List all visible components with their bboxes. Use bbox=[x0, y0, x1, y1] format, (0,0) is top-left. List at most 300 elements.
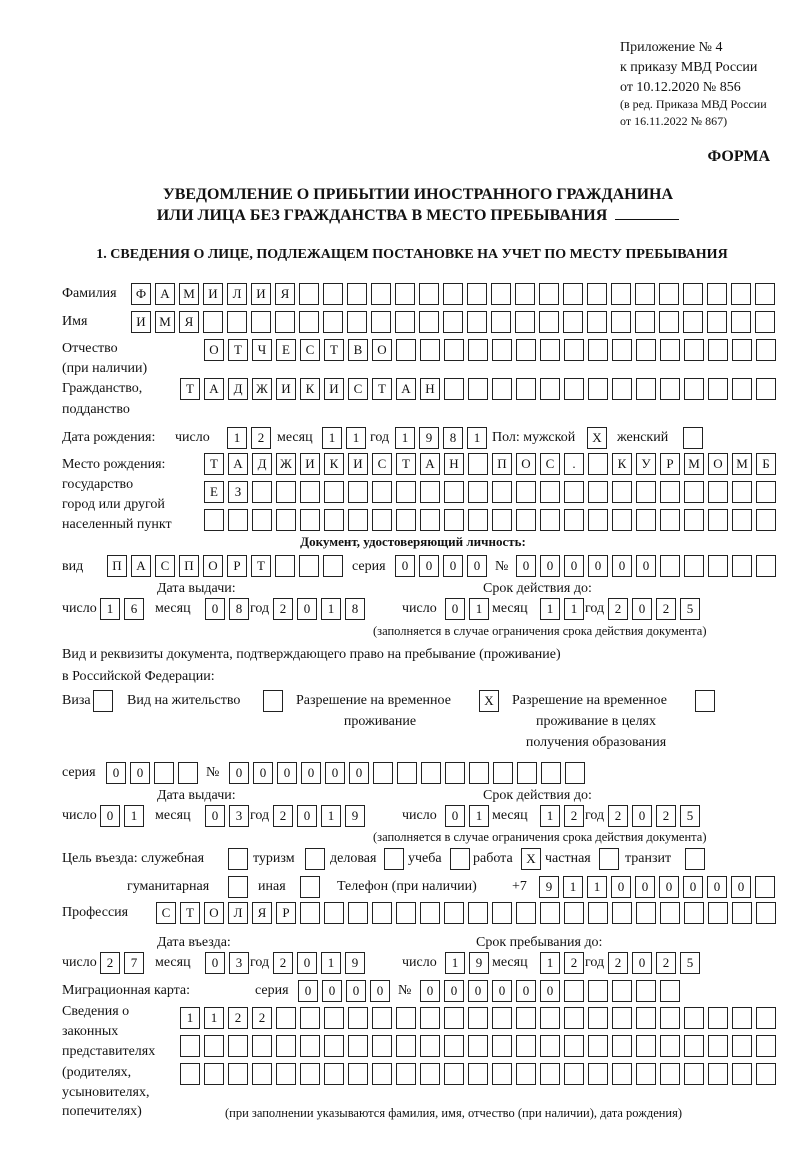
char-cell[interactable] bbox=[395, 311, 415, 333]
char-cell[interactable]: 0 bbox=[707, 876, 727, 898]
char-cell[interactable] bbox=[660, 1035, 680, 1057]
char-cell[interactable] bbox=[491, 283, 511, 305]
char-cell[interactable] bbox=[708, 1035, 728, 1057]
char-cell[interactable]: С bbox=[156, 902, 176, 924]
char-cell[interactable]: 2 bbox=[273, 952, 293, 974]
char-cell[interactable] bbox=[300, 1007, 320, 1029]
char-cell[interactable] bbox=[492, 1063, 512, 1085]
char-cell[interactable]: А bbox=[228, 453, 248, 475]
char-cell[interactable] bbox=[419, 311, 439, 333]
char-cell[interactable] bbox=[539, 311, 559, 333]
char-cell[interactable]: 1 bbox=[469, 805, 489, 827]
char-cell[interactable]: С bbox=[348, 378, 368, 400]
char-cell[interactable]: 9 bbox=[469, 952, 489, 974]
char-cell[interactable] bbox=[564, 339, 584, 361]
char-cell[interactable] bbox=[491, 311, 511, 333]
char-cell[interactable] bbox=[540, 378, 560, 400]
char-cell[interactable] bbox=[516, 339, 536, 361]
char-cell[interactable] bbox=[323, 555, 343, 577]
char-cell[interactable] bbox=[469, 762, 489, 784]
char-cell[interactable] bbox=[515, 283, 535, 305]
char-cell[interactable]: 2 bbox=[100, 952, 120, 974]
char-cell[interactable] bbox=[263, 690, 283, 712]
char-cell[interactable] bbox=[756, 339, 776, 361]
char-cell[interactable]: У bbox=[636, 453, 656, 475]
char-cell[interactable]: 0 bbox=[635, 876, 655, 898]
char-cell[interactable] bbox=[299, 283, 319, 305]
char-cell[interactable] bbox=[683, 427, 703, 449]
char-cell[interactable]: 0 bbox=[253, 762, 273, 784]
char-cell[interactable] bbox=[587, 283, 607, 305]
char-cell[interactable] bbox=[756, 555, 776, 577]
char-cell[interactable]: 0 bbox=[445, 598, 465, 620]
char-cell[interactable] bbox=[372, 1035, 392, 1057]
char-cell[interactable] bbox=[516, 509, 536, 531]
char-cell[interactable]: 2 bbox=[608, 952, 628, 974]
char-cell[interactable]: С bbox=[155, 555, 175, 577]
char-cell[interactable] bbox=[372, 1063, 392, 1085]
char-cell[interactable] bbox=[708, 902, 728, 924]
char-cell[interactable]: 0 bbox=[636, 555, 656, 577]
char-cell[interactable] bbox=[563, 311, 583, 333]
char-cell[interactable] bbox=[443, 311, 463, 333]
char-cell[interactable]: Ж bbox=[276, 453, 296, 475]
char-cell[interactable]: О bbox=[203, 555, 223, 577]
char-cell[interactable] bbox=[396, 481, 416, 503]
char-cell[interactable] bbox=[684, 378, 704, 400]
char-cell[interactable] bbox=[384, 848, 404, 870]
char-cell[interactable] bbox=[252, 509, 272, 531]
char-cell[interactable] bbox=[732, 902, 752, 924]
char-cell[interactable] bbox=[299, 555, 319, 577]
char-cell[interactable]: 1 bbox=[587, 876, 607, 898]
char-cell[interactable]: Р bbox=[276, 902, 296, 924]
char-cell[interactable]: Н bbox=[444, 453, 464, 475]
char-cell[interactable]: А bbox=[204, 378, 224, 400]
char-cell[interactable] bbox=[660, 378, 680, 400]
char-cell[interactable]: Б bbox=[756, 453, 776, 475]
char-cell[interactable] bbox=[611, 311, 631, 333]
char-cell[interactable] bbox=[684, 1035, 704, 1057]
char-cell[interactable] bbox=[300, 509, 320, 531]
char-cell[interactable] bbox=[695, 690, 715, 712]
char-cell[interactable]: 1 bbox=[467, 427, 487, 449]
char-cell[interactable]: 0 bbox=[492, 980, 512, 1002]
char-cell[interactable]: О bbox=[204, 339, 224, 361]
char-cell[interactable] bbox=[636, 378, 656, 400]
char-cell[interactable] bbox=[396, 1007, 416, 1029]
char-cell[interactable] bbox=[373, 762, 393, 784]
char-cell[interactable] bbox=[612, 1007, 632, 1029]
char-cell[interactable] bbox=[660, 902, 680, 924]
char-cell[interactable] bbox=[731, 283, 751, 305]
char-cell[interactable] bbox=[492, 1007, 512, 1029]
char-cell[interactable] bbox=[444, 481, 464, 503]
char-cell[interactable] bbox=[444, 902, 464, 924]
char-cell[interactable] bbox=[276, 509, 296, 531]
char-cell[interactable] bbox=[492, 902, 512, 924]
char-cell[interactable] bbox=[323, 283, 343, 305]
char-cell[interactable] bbox=[612, 509, 632, 531]
char-cell[interactable] bbox=[588, 902, 608, 924]
char-cell[interactable] bbox=[540, 1063, 560, 1085]
char-cell[interactable] bbox=[564, 1007, 584, 1029]
char-cell[interactable]: 2 bbox=[608, 805, 628, 827]
char-cell[interactable]: 0 bbox=[301, 762, 321, 784]
char-cell[interactable]: 1 bbox=[321, 952, 341, 974]
char-cell[interactable] bbox=[732, 481, 752, 503]
char-cell[interactable] bbox=[756, 1063, 776, 1085]
char-cell[interactable]: 0 bbox=[298, 980, 318, 1002]
char-cell[interactable]: Т bbox=[180, 902, 200, 924]
char-cell[interactable] bbox=[468, 1007, 488, 1029]
char-cell[interactable] bbox=[396, 339, 416, 361]
char-cell[interactable] bbox=[684, 509, 704, 531]
char-cell[interactable] bbox=[684, 1063, 704, 1085]
char-cell[interactable]: 7 bbox=[124, 952, 144, 974]
char-cell[interactable]: 2 bbox=[564, 805, 584, 827]
char-cell[interactable]: 2 bbox=[251, 427, 271, 449]
char-cell[interactable]: X bbox=[521, 848, 541, 870]
char-cell[interactable] bbox=[372, 481, 392, 503]
char-cell[interactable]: X bbox=[587, 427, 607, 449]
char-cell[interactable] bbox=[421, 762, 441, 784]
char-cell[interactable] bbox=[492, 339, 512, 361]
char-cell[interactable] bbox=[323, 311, 343, 333]
char-cell[interactable]: 0 bbox=[106, 762, 126, 784]
char-cell[interactable] bbox=[708, 509, 728, 531]
char-cell[interactable] bbox=[708, 555, 728, 577]
char-cell[interactable]: Т bbox=[251, 555, 271, 577]
char-cell[interactable]: Т bbox=[180, 378, 200, 400]
char-cell[interactable]: 2 bbox=[228, 1007, 248, 1029]
char-cell[interactable] bbox=[396, 509, 416, 531]
char-cell[interactable] bbox=[493, 762, 513, 784]
char-cell[interactable] bbox=[515, 311, 535, 333]
char-cell[interactable] bbox=[252, 1035, 272, 1057]
char-cell[interactable]: 0 bbox=[444, 980, 464, 1002]
char-cell[interactable]: 1 bbox=[395, 427, 415, 449]
char-cell[interactable]: 2 bbox=[656, 598, 676, 620]
char-cell[interactable]: Я bbox=[275, 283, 295, 305]
char-cell[interactable] bbox=[540, 1007, 560, 1029]
char-cell[interactable] bbox=[732, 555, 752, 577]
char-cell[interactable] bbox=[612, 481, 632, 503]
char-cell[interactable] bbox=[612, 1063, 632, 1085]
char-cell[interactable] bbox=[468, 453, 488, 475]
char-cell[interactable]: П bbox=[492, 453, 512, 475]
char-cell[interactable] bbox=[516, 378, 536, 400]
char-cell[interactable] bbox=[612, 980, 632, 1002]
char-cell[interactable] bbox=[684, 902, 704, 924]
char-cell[interactable] bbox=[756, 1007, 776, 1029]
char-cell[interactable] bbox=[324, 481, 344, 503]
char-cell[interactable] bbox=[540, 339, 560, 361]
char-cell[interactable] bbox=[708, 1063, 728, 1085]
char-cell[interactable] bbox=[203, 311, 223, 333]
char-cell[interactable]: 2 bbox=[656, 805, 676, 827]
char-cell[interactable]: . bbox=[564, 453, 584, 475]
char-cell[interactable] bbox=[636, 1035, 656, 1057]
char-cell[interactable] bbox=[492, 509, 512, 531]
char-cell[interactable]: 3 bbox=[229, 805, 249, 827]
char-cell[interactable] bbox=[563, 283, 583, 305]
char-cell[interactable] bbox=[756, 378, 776, 400]
char-cell[interactable] bbox=[443, 283, 463, 305]
char-cell[interactable] bbox=[348, 1063, 368, 1085]
char-cell[interactable]: 0 bbox=[632, 598, 652, 620]
char-cell[interactable] bbox=[420, 481, 440, 503]
char-cell[interactable] bbox=[180, 1063, 200, 1085]
char-cell[interactable] bbox=[564, 980, 584, 1002]
char-cell[interactable]: И bbox=[131, 311, 151, 333]
char-cell[interactable] bbox=[684, 481, 704, 503]
char-cell[interactable] bbox=[588, 453, 608, 475]
char-cell[interactable] bbox=[756, 481, 776, 503]
char-cell[interactable] bbox=[300, 902, 320, 924]
char-cell[interactable] bbox=[420, 509, 440, 531]
char-cell[interactable] bbox=[420, 902, 440, 924]
char-cell[interactable] bbox=[732, 1007, 752, 1029]
char-cell[interactable]: 1 bbox=[321, 598, 341, 620]
char-cell[interactable] bbox=[587, 311, 607, 333]
char-cell[interactable] bbox=[154, 762, 174, 784]
char-cell[interactable]: О bbox=[204, 902, 224, 924]
char-cell[interactable] bbox=[635, 311, 655, 333]
char-cell[interactable] bbox=[516, 1035, 536, 1057]
char-cell[interactable] bbox=[420, 339, 440, 361]
char-cell[interactable] bbox=[300, 1063, 320, 1085]
char-cell[interactable]: А bbox=[420, 453, 440, 475]
char-cell[interactable] bbox=[180, 1035, 200, 1057]
char-cell[interactable] bbox=[371, 283, 391, 305]
char-cell[interactable]: 2 bbox=[608, 598, 628, 620]
char-cell[interactable] bbox=[299, 311, 319, 333]
char-cell[interactable]: 0 bbox=[297, 598, 317, 620]
char-cell[interactable] bbox=[612, 1035, 632, 1057]
char-cell[interactable] bbox=[468, 1063, 488, 1085]
char-cell[interactable]: 2 bbox=[273, 805, 293, 827]
char-cell[interactable] bbox=[732, 1035, 752, 1057]
char-cell[interactable] bbox=[492, 378, 512, 400]
char-cell[interactable] bbox=[445, 762, 465, 784]
char-cell[interactable] bbox=[588, 378, 608, 400]
char-cell[interactable]: М bbox=[155, 311, 175, 333]
char-cell[interactable] bbox=[467, 283, 487, 305]
char-cell[interactable]: М bbox=[732, 453, 752, 475]
char-cell[interactable]: 1 bbox=[563, 876, 583, 898]
char-cell[interactable] bbox=[444, 1007, 464, 1029]
char-cell[interactable]: 0 bbox=[467, 555, 487, 577]
char-cell[interactable] bbox=[684, 1007, 704, 1029]
char-cell[interactable] bbox=[539, 283, 559, 305]
char-cell[interactable]: 0 bbox=[205, 805, 225, 827]
char-cell[interactable] bbox=[372, 1007, 392, 1029]
char-cell[interactable] bbox=[468, 509, 488, 531]
char-cell[interactable] bbox=[636, 481, 656, 503]
char-cell[interactable] bbox=[251, 311, 271, 333]
char-cell[interactable] bbox=[324, 1063, 344, 1085]
char-cell[interactable] bbox=[636, 980, 656, 1002]
char-cell[interactable] bbox=[660, 339, 680, 361]
char-cell[interactable] bbox=[660, 980, 680, 1002]
char-cell[interactable]: 1 bbox=[322, 427, 342, 449]
char-cell[interactable] bbox=[372, 902, 392, 924]
char-cell[interactable] bbox=[420, 1035, 440, 1057]
char-cell[interactable] bbox=[252, 1063, 272, 1085]
char-cell[interactable]: 0 bbox=[612, 555, 632, 577]
char-cell[interactable]: Т bbox=[228, 339, 248, 361]
char-cell[interactable]: 0 bbox=[611, 876, 631, 898]
char-cell[interactable]: 5 bbox=[680, 598, 700, 620]
char-cell[interactable] bbox=[396, 1035, 416, 1057]
char-cell[interactable] bbox=[276, 1063, 296, 1085]
char-cell[interactable]: 0 bbox=[205, 952, 225, 974]
char-cell[interactable] bbox=[516, 1063, 536, 1085]
char-cell[interactable] bbox=[541, 762, 561, 784]
char-cell[interactable] bbox=[348, 1035, 368, 1057]
char-cell[interactable]: С bbox=[372, 453, 392, 475]
char-cell[interactable]: 9 bbox=[539, 876, 559, 898]
char-cell[interactable] bbox=[540, 1035, 560, 1057]
char-cell[interactable]: 1 bbox=[227, 427, 247, 449]
char-cell[interactable] bbox=[732, 509, 752, 531]
char-cell[interactable] bbox=[588, 1035, 608, 1057]
char-cell[interactable] bbox=[252, 481, 272, 503]
char-cell[interactable]: 9 bbox=[345, 952, 365, 974]
char-cell[interactable] bbox=[636, 339, 656, 361]
char-cell[interactable] bbox=[444, 1035, 464, 1057]
char-cell[interactable] bbox=[468, 902, 488, 924]
char-cell[interactable]: М bbox=[684, 453, 704, 475]
char-cell[interactable]: 1 bbox=[540, 598, 560, 620]
char-cell[interactable] bbox=[732, 339, 752, 361]
char-cell[interactable]: Л bbox=[227, 283, 247, 305]
char-cell[interactable] bbox=[396, 1063, 416, 1085]
char-cell[interactable]: 8 bbox=[345, 598, 365, 620]
char-cell[interactable] bbox=[756, 1035, 776, 1057]
char-cell[interactable] bbox=[227, 311, 247, 333]
char-cell[interactable] bbox=[516, 1007, 536, 1029]
char-cell[interactable] bbox=[348, 481, 368, 503]
char-cell[interactable] bbox=[659, 311, 679, 333]
char-cell[interactable] bbox=[612, 378, 632, 400]
char-cell[interactable]: 0 bbox=[632, 952, 652, 974]
char-cell[interactable]: 1 bbox=[540, 805, 560, 827]
char-cell[interactable]: Р bbox=[227, 555, 247, 577]
char-cell[interactable] bbox=[275, 311, 295, 333]
char-cell[interactable] bbox=[372, 509, 392, 531]
char-cell[interactable] bbox=[492, 481, 512, 503]
char-cell[interactable]: И bbox=[203, 283, 223, 305]
char-cell[interactable] bbox=[756, 902, 776, 924]
char-cell[interactable] bbox=[684, 555, 704, 577]
char-cell[interactable]: К bbox=[300, 378, 320, 400]
char-cell[interactable] bbox=[540, 481, 560, 503]
char-cell[interactable] bbox=[228, 509, 248, 531]
char-cell[interactable]: 0 bbox=[100, 805, 120, 827]
char-cell[interactable] bbox=[517, 762, 537, 784]
char-cell[interactable]: 0 bbox=[346, 980, 366, 1002]
char-cell[interactable] bbox=[636, 1007, 656, 1029]
char-cell[interactable] bbox=[564, 1035, 584, 1057]
char-cell[interactable] bbox=[300, 876, 320, 898]
char-cell[interactable] bbox=[228, 1035, 248, 1057]
char-cell[interactable]: И bbox=[324, 378, 344, 400]
char-cell[interactable]: Я bbox=[252, 902, 272, 924]
char-cell[interactable]: Е bbox=[204, 481, 224, 503]
char-cell[interactable]: 0 bbox=[516, 980, 536, 1002]
char-cell[interactable] bbox=[228, 1063, 248, 1085]
char-cell[interactable] bbox=[516, 902, 536, 924]
char-cell[interactable] bbox=[467, 311, 487, 333]
char-cell[interactable] bbox=[660, 1063, 680, 1085]
char-cell[interactable]: 0 bbox=[468, 980, 488, 1002]
char-cell[interactable] bbox=[300, 1035, 320, 1057]
char-cell[interactable]: 9 bbox=[345, 805, 365, 827]
char-cell[interactable]: 0 bbox=[205, 598, 225, 620]
char-cell[interactable] bbox=[660, 481, 680, 503]
char-cell[interactable]: Т bbox=[372, 378, 392, 400]
char-cell[interactable] bbox=[564, 378, 584, 400]
char-cell[interactable] bbox=[444, 339, 464, 361]
char-cell[interactable]: 5 bbox=[680, 952, 700, 974]
char-cell[interactable]: 3 bbox=[229, 952, 249, 974]
char-cell[interactable]: А bbox=[396, 378, 416, 400]
char-cell[interactable] bbox=[276, 481, 296, 503]
char-cell[interactable] bbox=[756, 509, 776, 531]
char-cell[interactable]: 0 bbox=[297, 805, 317, 827]
char-cell[interactable] bbox=[397, 762, 417, 784]
char-cell[interactable] bbox=[588, 1063, 608, 1085]
char-cell[interactable] bbox=[468, 378, 488, 400]
char-cell[interactable] bbox=[565, 762, 585, 784]
char-cell[interactable] bbox=[347, 311, 367, 333]
char-cell[interactable] bbox=[444, 509, 464, 531]
char-cell[interactable] bbox=[300, 481, 320, 503]
char-cell[interactable]: 0 bbox=[588, 555, 608, 577]
char-cell[interactable] bbox=[275, 555, 295, 577]
char-cell[interactable]: 0 bbox=[130, 762, 150, 784]
char-cell[interactable]: 1 bbox=[469, 598, 489, 620]
char-cell[interactable] bbox=[599, 848, 619, 870]
char-cell[interactable]: 0 bbox=[443, 555, 463, 577]
char-cell[interactable]: С bbox=[300, 339, 320, 361]
char-cell[interactable]: З bbox=[228, 481, 248, 503]
char-cell[interactable]: 0 bbox=[370, 980, 390, 1002]
char-cell[interactable]: 1 bbox=[100, 598, 120, 620]
char-cell[interactable] bbox=[612, 902, 632, 924]
char-cell[interactable] bbox=[683, 311, 703, 333]
char-cell[interactable] bbox=[324, 509, 344, 531]
char-cell[interactable]: 5 bbox=[680, 805, 700, 827]
char-cell[interactable]: Л bbox=[228, 902, 248, 924]
char-cell[interactable] bbox=[324, 902, 344, 924]
char-cell[interactable] bbox=[396, 902, 416, 924]
char-cell[interactable] bbox=[444, 378, 464, 400]
char-cell[interactable]: 0 bbox=[325, 762, 345, 784]
char-cell[interactable]: 0 bbox=[540, 555, 560, 577]
char-cell[interactable] bbox=[660, 555, 680, 577]
char-cell[interactable] bbox=[305, 848, 325, 870]
char-cell[interactable]: 0 bbox=[683, 876, 703, 898]
char-cell[interactable]: О bbox=[516, 453, 536, 475]
char-cell[interactable]: 0 bbox=[659, 876, 679, 898]
char-cell[interactable]: Ж bbox=[252, 378, 272, 400]
char-cell[interactable]: К bbox=[324, 453, 344, 475]
char-cell[interactable]: Д bbox=[228, 378, 248, 400]
char-cell[interactable]: 1 bbox=[204, 1007, 224, 1029]
